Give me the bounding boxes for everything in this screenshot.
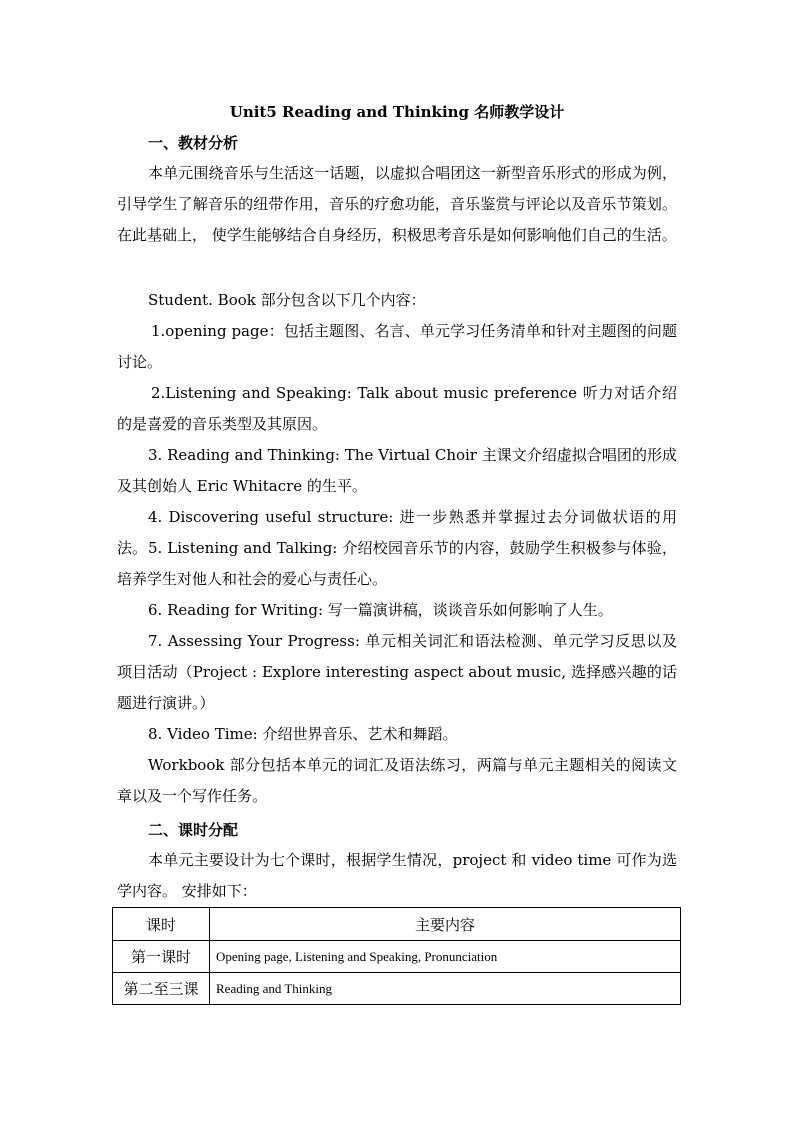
lesson-schedule-table [112, 907, 681, 1005]
list-item-reading-writing: 6. Reading for Writing: 写一篇演讲稿，谈谈音乐如何影响了人生。 [148, 601, 613, 619]
list-item-opening-page: 1.opening page：包括主题图、名言、单元学习任务清单和针对主题图的问题讨论。 [117, 322, 677, 371]
table-cell-content: Opening page, Listening and Speaking, Pronunciation [210, 941, 681, 973]
list-item-assessing-progress: 7. Assessing Your Progress: 单元相关词汇和语法检测、单元学习反思以及项目活动（Project : Explore interesting aspect about music, 选择感兴趣的话题进行演讲。） [117, 632, 677, 712]
section-heading-lesson-allocation: 二、课时分配 [148, 821, 239, 839]
table-cell-content: Reading and Thinking [210, 973, 681, 1005]
list-item-listening-speaking: 2.Listening and Speaking: Talk about music preference 听力对话介绍的是喜爱的音乐类型及其原因。 [117, 384, 677, 433]
list-item-video-time: 8. Video Time: 介绍世界音乐、艺术和舞蹈。 [148, 725, 458, 743]
table-row [113, 941, 681, 973]
table-row [113, 973, 681, 1005]
section-heading-textbook-analysis: 一、教材分析 [148, 134, 239, 152]
table-cell-lesson: 第一课时 [113, 941, 210, 973]
document-title: Unit5 Reading and Thinking 名师教学设计 [229, 103, 565, 121]
paragraph-student-book: Student. Book 部分包含以下几个内容： [148, 291, 426, 309]
table-header-row [113, 908, 681, 941]
paragraph-unit-intro: 本单元围绕音乐与生活这一话题，以虚拟合唱团这一新型音乐形式的形成为例，引导学生了解音乐的纽带作用，音乐的疗愈功能，音乐鉴赏与评论以及音乐节策划。在此基础上， 使学生能够结合自身经历，积极思考音乐是如何影响他们自己的生活。 [117, 164, 677, 244]
list-item-listening-talking: 5. Listening and Talking: 介绍校园音乐节的内容，鼓励学生积极参与体验，培养学生对他人和社会的爱心与责任心。 [117, 539, 677, 588]
table-header-main-content: 主要内容 [210, 908, 681, 941]
paragraph-lesson-intro: 本单元主要设计为七个课时，根据学生情况，project 和 video time 可作为选学内容。 安排如下： [117, 851, 677, 900]
paragraph-workbook: Workbook 部分包括本单元的词汇及语法练习，两篇与单元主题相关的阅读文章以及一个写作任务。 [117, 756, 677, 805]
list-item-reading-thinking: 3. Reading and Thinking: The Virtual Choir 主课文介绍虚拟合唱团的形成及其创始人 Eric Whitacre 的生平。 [117, 446, 677, 495]
table-header-lesson: 课时 [113, 908, 210, 941]
table-cell-lesson: 第二至三课 [113, 973, 210, 1005]
list-item-discovering-structure: 4. Discovering useful structure: 进一步熟悉并掌握过去分词做状语的用法。 [117, 508, 677, 557]
